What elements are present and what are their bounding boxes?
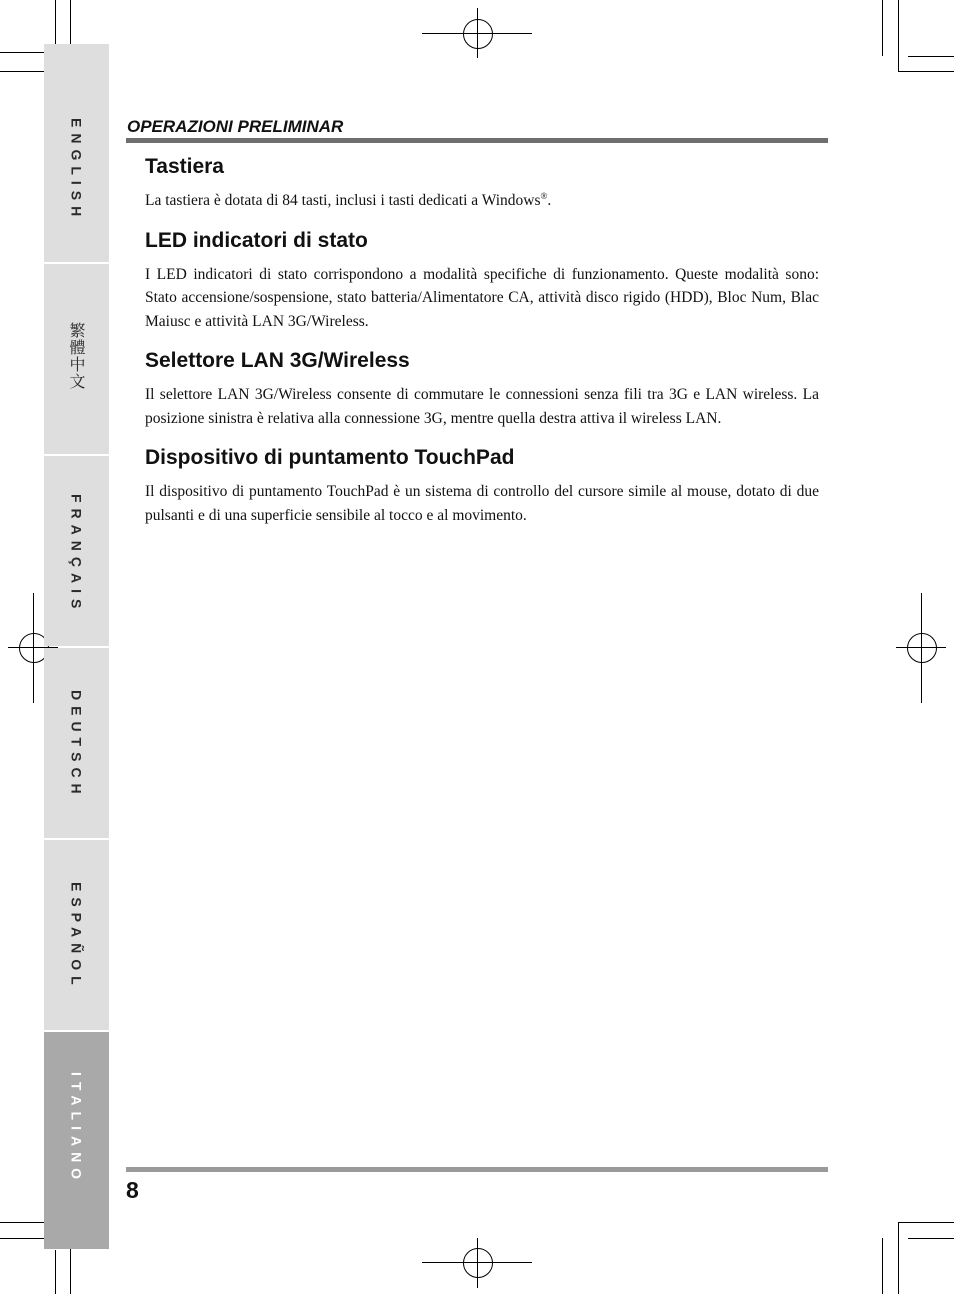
registered-mark: ® xyxy=(540,190,548,201)
section-paragraph: Il dispositivo di puntamento TouchPad è un sistema di controllo del cursore simile al mouse, dotato di due pulsanti e di una superficie sensibile al tocco e al movimento. xyxy=(145,483,819,524)
tab-traditional-chinese[interactable] xyxy=(44,264,109,454)
crop-mark xyxy=(55,1250,56,1294)
tab-label: DEUTSCH xyxy=(68,690,85,800)
language-tabs xyxy=(44,44,109,1249)
section-heading: Selettore LAN 3G/Wireless xyxy=(145,349,410,372)
crop-mark xyxy=(0,52,45,53)
tab-label: ENGLISH xyxy=(68,118,85,223)
paragraph-text: La tastiera è dotata di 84 tasti, inclusi i tasti dedicati a Windows xyxy=(145,192,541,209)
crop-mark xyxy=(898,0,899,72)
crop-mark xyxy=(0,1238,45,1239)
crop-mark xyxy=(55,0,56,45)
tab-italiano[interactable] xyxy=(44,1032,109,1249)
tab-espanol[interactable] xyxy=(44,840,109,1030)
tab-label: ITALIANO xyxy=(68,1072,85,1186)
crop-mark xyxy=(898,1222,899,1294)
section-touchpad xyxy=(145,444,819,527)
page-content xyxy=(145,153,819,541)
paragraph-end: . xyxy=(547,192,552,209)
crop-mark xyxy=(908,56,954,57)
registration-circle xyxy=(463,19,493,49)
page-header-title: OPERAZIONI PRELIMINAR xyxy=(127,117,344,136)
crop-mark xyxy=(898,71,954,72)
section-led-indicatori xyxy=(145,227,819,334)
section-heading: LED indicatori di stato xyxy=(145,228,368,252)
tab-label: FRANÇAIS xyxy=(68,494,85,615)
section-paragraph: I LED indicatori di stato corrispondono a modalità specifiche di funzionamento. Queste modalità sono: Stato accensione/sospensione, stato batteria/Alimentatore CA, attività disco rigido (HDD), Bloc Num, Blac Maiusc e attività LAN 3G/Wireless. xyxy=(145,265,819,330)
tab-label: 繁體中文 xyxy=(67,322,86,390)
registration-circle xyxy=(463,1248,493,1278)
crop-mark xyxy=(898,1222,954,1223)
registration-circle xyxy=(907,633,937,663)
crop-mark xyxy=(882,0,883,56)
tab-francais[interactable] xyxy=(44,456,109,646)
crop-mark xyxy=(882,1238,883,1294)
footer-rule xyxy=(126,1167,828,1172)
header-rule xyxy=(126,138,828,143)
tab-deutsch[interactable] xyxy=(44,648,109,838)
section-heading: Tastiera xyxy=(145,155,224,178)
tab-english[interactable] xyxy=(44,44,109,262)
section-selettore-lan xyxy=(145,347,819,430)
tab-label: ESPAÑOL xyxy=(68,882,85,991)
page-number: 8 xyxy=(126,1177,139,1203)
section-tastiera xyxy=(145,153,819,213)
crop-mark xyxy=(908,1238,954,1239)
section-paragraph xyxy=(145,189,819,213)
section-heading: Dispositivo di puntamento TouchPad xyxy=(145,446,515,469)
section-paragraph: Il selettore LAN 3G/Wireless consente di commutare le connessioni senza fili tra 3G e LAN wireless. La posizione sinistra è relativa alla connessione 3G, mentre quella destra attiva il wireless LAN. xyxy=(145,386,819,427)
